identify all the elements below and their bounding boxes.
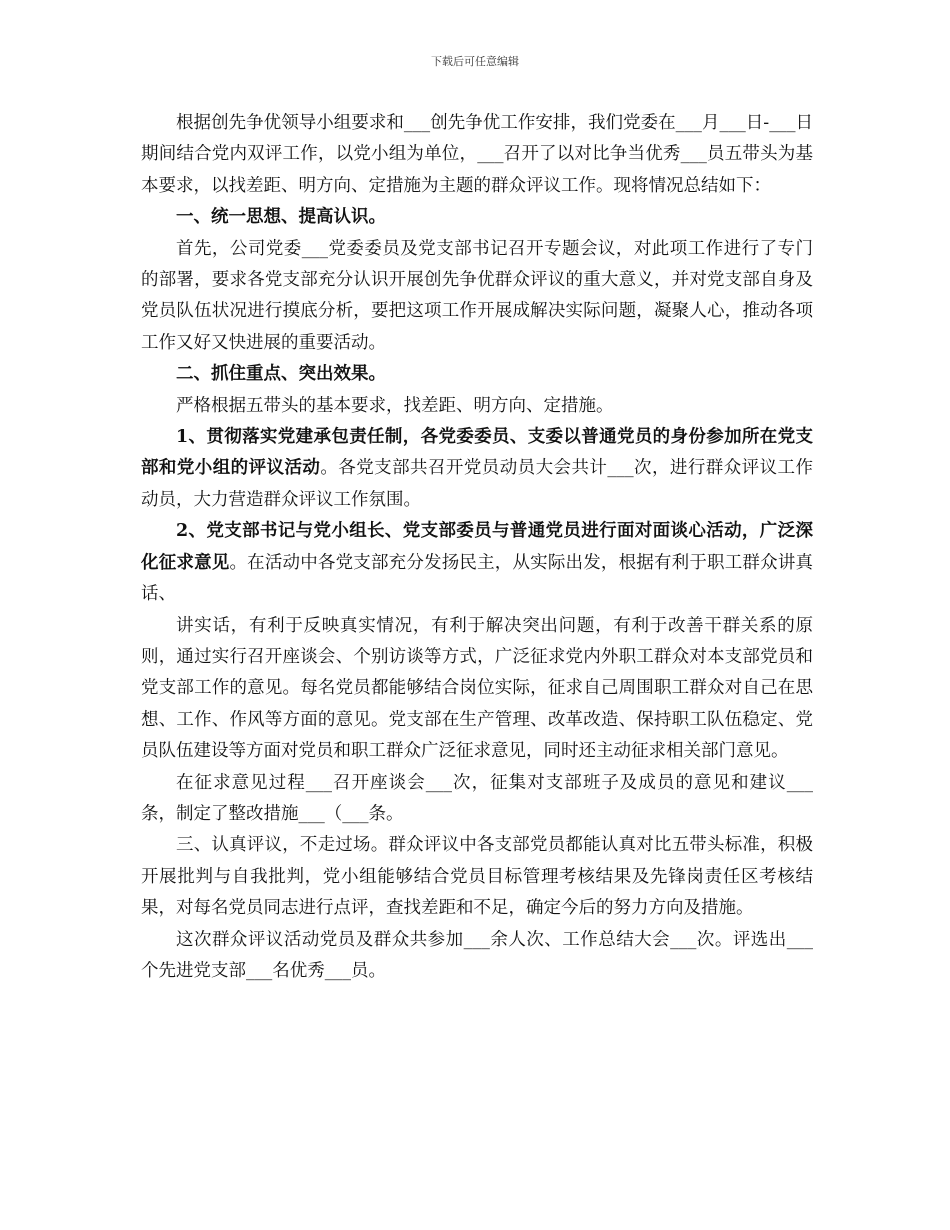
section-1-paragraph: 首先，公司党委___党委委员及党支部书记召开专题会议，对此项工作进行了专门的部署，要求各党支部充分认识开展创先争优群众评议的重大意义，并对党支部自身及党员队伍状况进行摸底分析，要把这项工作开展成解决实际问题，凝聚人心，推动各项工作又好又快进展的重要活动。 [141, 238, 813, 353]
section-3-paragraph: 三、认真评议，不走过场。群众评议中各支部党员都能认真对比五带头标准，积极开展批判与自我批判，党小组能够结合党员目标管理考核结果及先锋岗责任区考核结果，对每名党员同志进行点评，查找差距和不足，确定今后的努力方向及措施。 [141, 835, 813, 919]
list-item-2-lead: 2、党支部书记与党小组长、党支部委员与普通党员进行面对面谈心活动，广泛深化征求意见 [141, 521, 813, 573]
continuation-paragraph: 讲实话，有利于反映真实情况，有利于解决突出问题，有利于改善干群关系的原则，通过实行召开座谈会、个别访谈等方式，广泛征求党内外职工群众对本支部党员和党支部工作的意见。每名党员都能够结合岗位实际，征求自己周围职工群众对自己在思想、工作、作风等方面的意见。党支部在生产管理、改革改造、保持职工队伍稳定、党员队伍建设等方面对党员和职工群众广泛征求意见，同时还主动征求相关部门意见。 [141, 615, 813, 762]
list-item-2-text: 。在活动中各党支部充分发扬民主，从实际出发，根据有利于职工群众讲真话、 [141, 552, 814, 605]
statistics-paragraph: 在征求意见过程___召开座谈会___次，征集对支部班子及成员的意见和建议___条，制定了整改措施___（___条。 [141, 772, 813, 824]
list-item-2 [141, 516, 813, 610]
document-body [141, 108, 813, 987]
section-heading-1: 一、统一思想、提高认识。 [176, 207, 386, 228]
section-heading-2: 二、抓住重点、突出效果。 [176, 364, 386, 385]
list-item-1 [141, 422, 813, 516]
section-2-intro-paragraph: 严格根据五带头的基本要求，找差距、明方向、定措施。 [176, 395, 614, 416]
list-item-1-lead: 1、贯彻落实党建承包责任制，各党委委员、支委以普通党员的身份参加所在党支部和党小组的评议活动 [141, 427, 813, 479]
summary-paragraph: 这次群众评议活动党员及群众共参加___余人次、工作总结大会___次。评选出___个先进党支部___名优秀___员。 [141, 929, 813, 981]
intro-paragraph: 根据创先争优领导小组要求和___创先争优工作安排，我们党委在___月___日-___日期间结合党内双评工作，以党小组为单位，___召开了以对比争当优秀___员五带头为基本要求，以找差距、明方向、定措施为主题的群众评议工作。现将情况总结如下： [141, 113, 813, 196]
page-header-note: 下载后可任意编辑 [431, 55, 519, 68]
list-item-1-text: 。各党支部共召开党员动员大会共计___次，进行群众评议工作动员，大力营造群众评议工作氛围。 [141, 458, 813, 510]
